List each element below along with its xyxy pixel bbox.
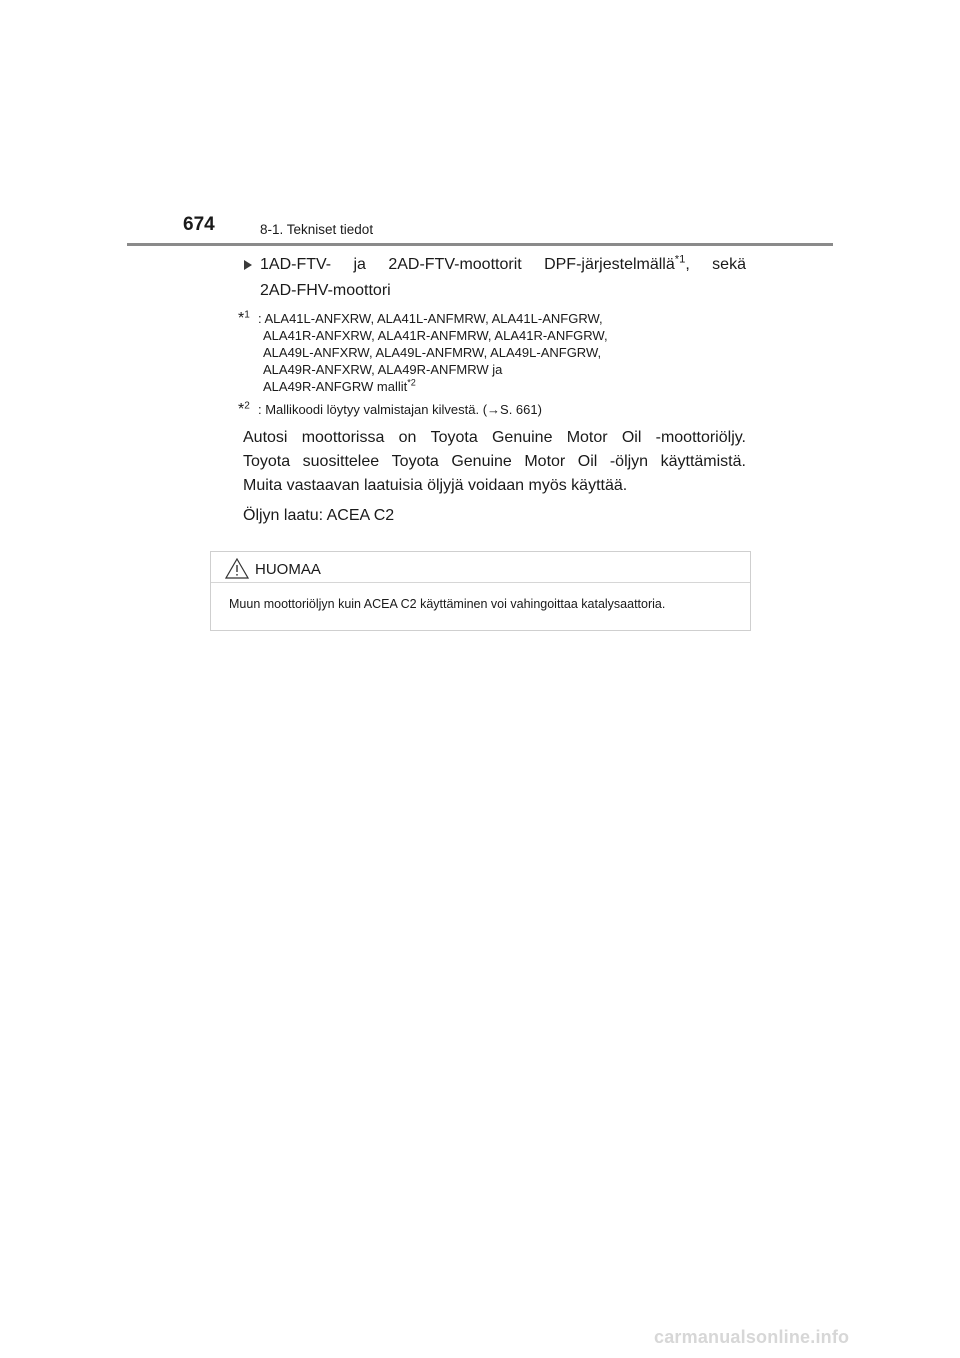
oil-description [238, 426, 746, 528]
header-rule [127, 243, 833, 246]
footnote-1-line: ALA49R-ANFGRW mallit$^{*2}$ [263, 377, 416, 394]
notice-text: Muun moottoriöljyn kuin ACEA C2 käyttäminen voi vahingoittaa katalysaattoria. [229, 597, 666, 611]
footnote-1-line: : ALA41L-ANFXRW, ALA41L-ANFMRW, ALA41L-ANFGRW, [258, 311, 603, 326]
footnote-1-line: ALA49R-ANFXRW, ALA49R-ANFMRW ja [263, 362, 503, 377]
bullet-word: DPF-järjestelmällä [544, 256, 675, 273]
bullet-line-2: 2AD-FHV-moottori [260, 282, 391, 299]
notice-header [211, 552, 750, 583]
footnote-1-line: ALA49L-ANFXRW, ALA49L-ANFMRW, ALA49L-ANFGRW, [263, 345, 602, 360]
section-title: 8-1. Tekniset tiedot [260, 222, 374, 237]
bullet-line-1 [260, 252, 746, 278]
bullet-word: ja [353, 256, 366, 273]
footnote-2-mark: *$^2$ [238, 400, 250, 418]
footnote-ref-2: *2 [407, 377, 416, 388]
page-number: 674 [183, 214, 215, 235]
engine-bullet [238, 252, 746, 304]
main-content [238, 252, 746, 528]
footnote-2-text: : Mallikoodi löytyy valmistajan kilvestä. (→S. 661) [258, 402, 542, 417]
footnote-1-mark: *$^1$ [238, 309, 250, 327]
body-line-2: Toyota suosittelee Toyota Genuine Motor Oil -öljyn käyttämistä. [243, 453, 746, 470]
bullet-word: 1AD-FTV- [260, 256, 332, 273]
footnote-1-line: ALA41R-ANFXRW, ALA41R-ANFMRW, ALA41R-ANFGRW, [263, 328, 608, 343]
bullet-word: 2AD-FTV-moottorit [388, 256, 522, 273]
oil-quality: Öljyn laatu: ACEA C2 [243, 507, 395, 524]
bullet-word: sekä [712, 256, 746, 273]
body-line-1: Autosi moottorissa on Toyota Genuine Motor Oil -moottoriöljy. [243, 429, 746, 446]
notice-title: HUOMAA [255, 561, 321, 578]
notice-box [210, 551, 751, 631]
watermark: carmanualsonline.info [654, 1327, 850, 1347]
bullet-triangle-icon [244, 260, 252, 270]
arrow-icon: → [487, 402, 501, 417]
footnote-1 [238, 310, 746, 395]
bullet-word-with-mark: DPF-järjestelmällä$^{*1}$, [544, 253, 690, 273]
footnote-ref-1: *1 [674, 253, 686, 266]
footnote-2 [238, 401, 746, 418]
page-reference: S. 661) [500, 402, 542, 417]
body-line-3: Muita vastaavan laatuisia öljyjä voidaan myös käyttää. [243, 477, 628, 494]
warning-triangle-icon [225, 558, 249, 579]
